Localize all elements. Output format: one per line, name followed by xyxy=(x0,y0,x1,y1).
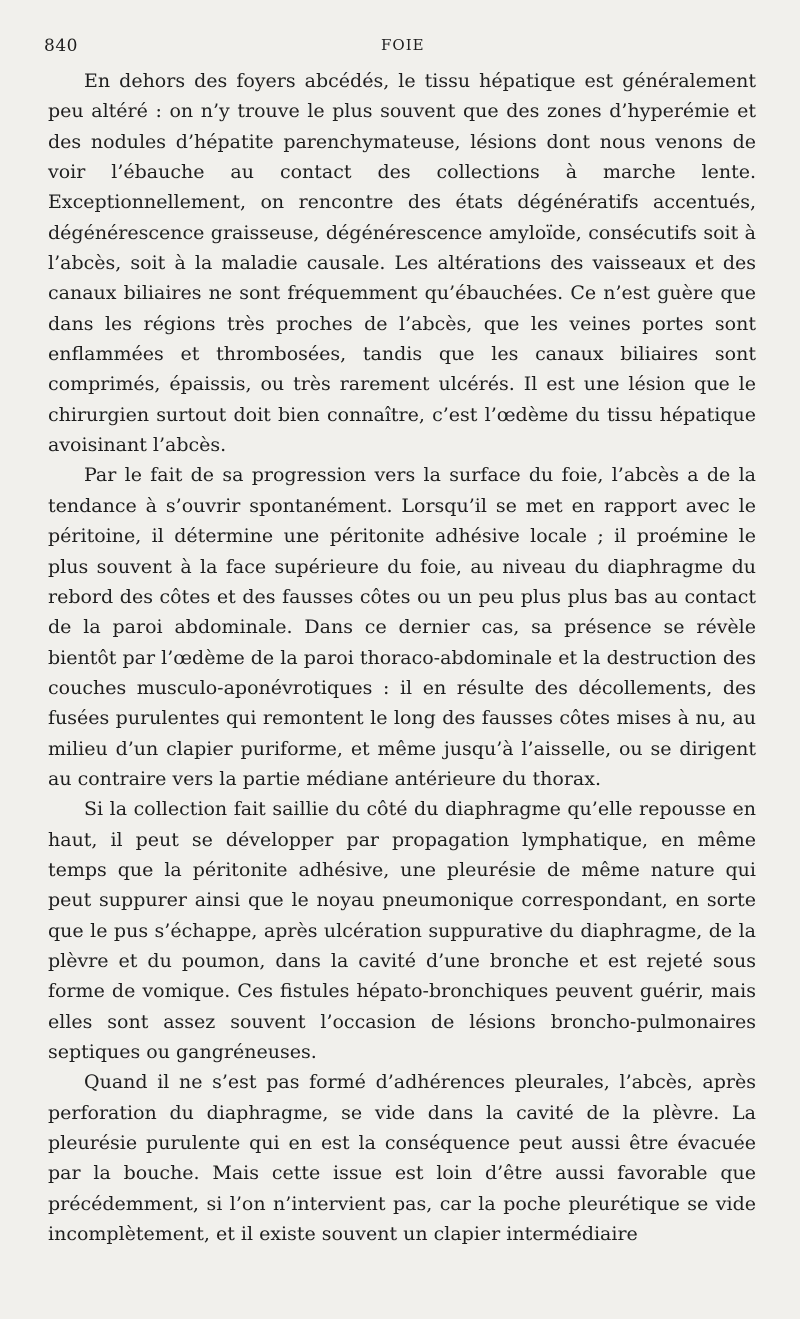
body-text xyxy=(48,66,756,1249)
running-head: FOIE xyxy=(381,36,425,54)
paragraph: Par le fait de sa progression vers la surface du foie, l’abcès a de la tendance à s’ouvrir spontanément. Lorsqu’il se met en rapport avec le péritoine, il détermine une péritonite adhésive locale ; il proémine le plus souvent à la face supérieure du foie, au niveau du diaphragme du rebord des côtes et des fausses côtes ou un peu plus plus bas au contact de la paroi abdominale. Dans ce dernier cas, sa présence se révèle bientôt par l’œdème de la paroi thoraco-abdominale et la destruction des couches musculo-aponévrotiques : il en résulte des décollements, des fusées purulentes qui remontent le long des fausses côtes mises à nu, au milieu d’un clapier puriforme, et même jusqu’à l’aisselle, ou se dirigent au contraire vers la partie médiane antérieure du thorax. xyxy=(48,464,756,790)
paragraph: En dehors des foyers abcédés, le tissu hépatique est généralement peu altéré : on n’y trouve le plus souvent que des zones d’hyperémie et des nodules d’hépatite parenchymateuse, lésions dont nous venons de voir l’ébauche au contact des collections à marche lente. Exceptionnellement, on rencontre des états dégénératifs accentués, dégénérescence graisseuse, dégénérescence amyloïde, consécutifs soit à l’abcès, soit à la maladie causale. Les altérations des vaisseaux et des canaux biliaires ne sont fréquemment qu’ébauchées. Ce n’est guère que dans les régions très proches de l’abcès, que les veines portes sont enflammées et thrombosées, tandis que les canaux biliaires sont comprimés, épaissis, ou très rarement ulcérés. Il est une lésion que le chirurgien surtout doit bien connaître, c’est l’œdème du tissu hépatique avoisinant l’abcès. xyxy=(48,70,756,457)
page-number: 840 xyxy=(44,36,78,56)
paragraph: Si la collection fait saillie du côté du diaphragme qu’elle repousse en haut, il peut se développer par propagation lymphatique, en même temps que la péritonite adhésive, une pleurésie de même nature qui peut suppurer ainsi que le noyau pneumonique correspondant, en sorte que le pus s’échappe, après ulcération suppurative du diaphragme, de la plèvre et du poumon, dans la cavité d’une bronche et est rejeté sous forme de vomique. Ces fistules hépato-bronchiques peuvent guérir, mais elles sont assez souvent l’occasion de lésions broncho-pulmonaires septiques ou gangréneuses. xyxy=(48,798,756,1063)
page-header xyxy=(0,36,800,60)
paragraph: Quand il ne s’est pas formé d’adhérences pleurales, l’abcès, après perforation du diaphragme, se vide dans la cavité de la plèvre. La pleurésie purulente qui en est la conséquence peut aussi être évacuée par la bouche. Mais cette issue est loin d’être aussi favorable que précédemment, si l’on n’intervient pas, car la poche pleurétique se vide incomplètement, et il existe souvent un clapier intermédiaire xyxy=(48,1071,756,1246)
